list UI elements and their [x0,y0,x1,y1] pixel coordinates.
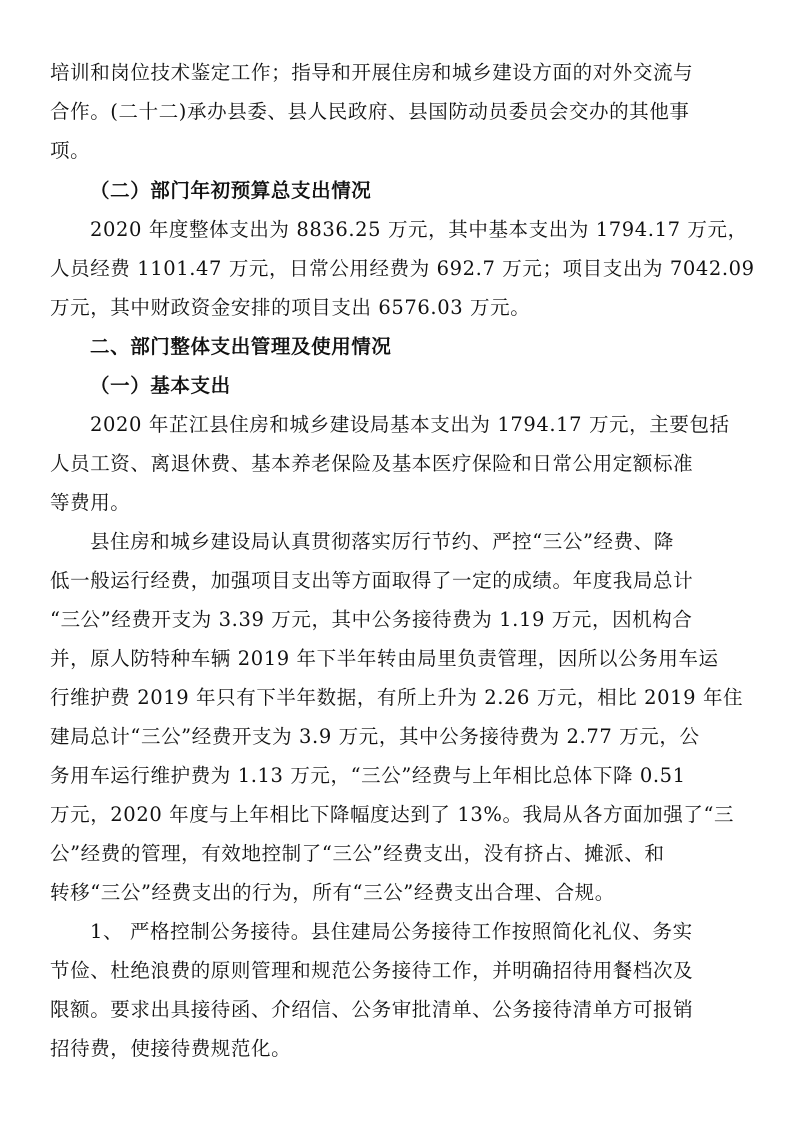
paragraph-line: 限额。要求出具接待函、介绍信、公务审批清单、公务接待清单方可报销 [50,998,694,1021]
paragraph-line: 招待费，使接待费规范化。 [50,1037,292,1060]
paragraph-line: 培训和岗位技术鉴定工作；指导和开展住房和城乡建设方面的对外交流与 [50,61,694,84]
paragraph-line: 行维护费 2019 年只有下半年数据，有所上升为 2.26 万元，相比 2019 年住 [50,686,744,709]
paragraph-line: 转移“三公”经费支出的行为，所有“三公”经费支出合理、合规。 [50,881,615,904]
paragraph-line: 万元，其中财政资金安排的项目支出 6576.03 万元。 [50,296,531,319]
section-heading-budget: （二）部门年初预算总支出情况 [90,179,372,202]
paragraph-line: 1、 严格控制公务接待。县住建局公务接待工作按照简化礼仪、务实 [90,920,693,943]
paragraph-line: 2020 年芷江县住房和城乡建设局基本支出为 1794.17 万元，主要包括 [90,413,730,436]
paragraph-line: 并，原人防特种车辆 2019 年下半年转由局里负责管理，因所以公务用车运 [50,647,719,670]
paragraph-line: 万元，2020 年度与上年相比下降幅度达到了 13%。我局从各方面加强了“三 [50,803,735,826]
paragraph-line: 项。 [50,139,91,162]
paragraph-line: “三公”经费开支为 3.39 万元，其中公务接待费为 1.19 万元，因机构合 [50,608,693,631]
paragraph-line: 节俭、杜绝浪费的原则管理和规范公务接待工作，并明确招待用餐档次及 [50,959,694,982]
paragraph-line: 县住房和城乡建设局认真贯彻落实厉行节约、严控“三公”经费、降 [90,530,674,553]
paragraph-line: 等费用。 [50,491,131,514]
paragraph-line: 人员工资、离退休费、基本养老保险及基本医疗保险和日常公用定额标准 [50,452,694,475]
section-heading-management: 二、部门整体支出管理及使用情况 [90,335,392,358]
paragraph-line: 合作。(二十二)承办县委、县人民政府、县国防动员委员会交办的其他事 [50,100,690,123]
paragraph-line: 2020 年度整体支出为 8836.25 万元，其中基本支出为 1794.17 万元， [90,218,748,241]
paragraph-line: 务用车运行维护费为 1.13 万元，“三公”经费与上年相比总体下降 0.51 [50,764,686,787]
section-heading-basic-expenditure: （一）基本支出 [90,374,231,397]
paragraph-line: 建局总计“三公”经费开支为 3.9 万元，其中公务接待费为 2.77 万元，公 [50,725,700,748]
paragraph-line: 人员经费 1101.47 万元，日常公用经费为 692.7 万元；项目支出为 7042.09 [50,257,755,280]
paragraph-line: 低一般运行经费，加强项目支出等方面取得了一定的成绩。年度我局总计 [50,569,694,592]
paragraph-line: 公”经费的管理，有效地控制了“三公”经费支出，没有挤占、摊派、和 [50,842,665,865]
